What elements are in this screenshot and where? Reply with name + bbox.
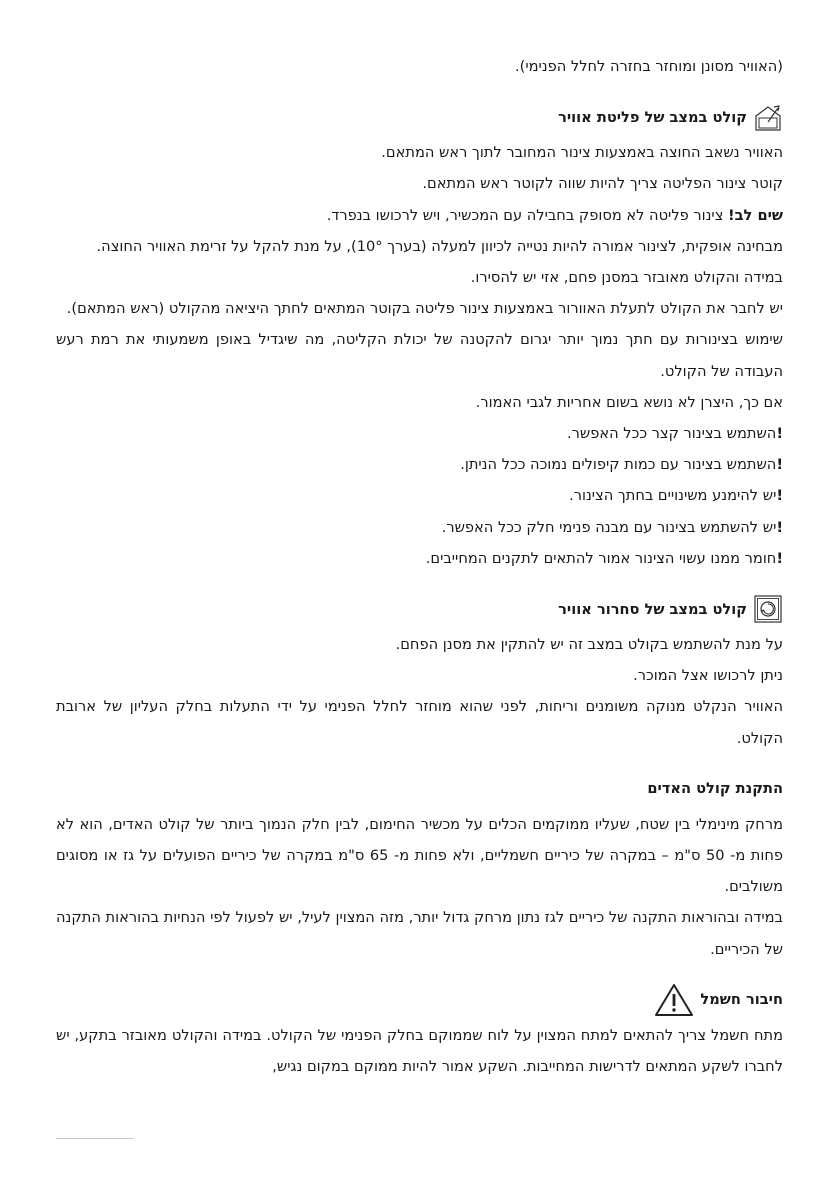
footer-rule [56, 1138, 134, 1139]
bullet-text: השתמש בצינור עם כמות קיפולים נמוכה ככל הניתן. [460, 456, 777, 474]
section-heading-electric [56, 980, 783, 1020]
section-title: חיבור חשמל [700, 991, 783, 1009]
bullet-text: יש להשתמש בצינור עם מבנה פנימי חלק ככל האפשר. [441, 518, 777, 536]
bullet-item [56, 418, 783, 449]
section-title: קולט במצב של פליטת אוויר [558, 108, 747, 126]
paragraph: מתח חשמל צריך להתאים למתח המצוין על לוח שממוקם בחלק הפנימי של הקולט. במידה והקולט מאובזר בתקע, יש לחברו לשקע המתאים לדרישות המחייבות. השקע אמור להיות ממוקם במקום נגיש, [56, 1026, 783, 1076]
paragraph: אם כך, היצרן לא נושא בשום אחריות לגבי האמור. [475, 393, 783, 411]
top-line: (האוויר מסונן ומוחזר בחזרה לחלל הפנימי). [515, 58, 783, 75]
bullet-text: חומר ממנו עשוי הצינור אמור להתאים לתקנים המחייבים. [425, 549, 777, 567]
bullet-text: יש להימנע משינויים בחתך הצינור. [569, 487, 777, 505]
section-heading-exhaust [56, 97, 783, 137]
recirculation-icon [753, 594, 783, 624]
bullet-item [56, 449, 783, 480]
exclamation-mark: ! [776, 487, 783, 505]
section-heading-installation [56, 769, 783, 809]
paragraph: מבחינה אופקית, לצינור אמורה להיות נטייה לכיוון למעלה (בערך 10°), על מנת להקל על זרימת האוויר החוצה. [96, 237, 783, 255]
section-title: התקנת קולט האדים [647, 780, 783, 798]
spacer [56, 754, 783, 769]
paragraph: קוטר צינור הפליטה צריך להיות שווה לקוטר ראש המתאם. [422, 175, 783, 193]
section-heading-recirculation [56, 589, 783, 629]
house-arrow-icon [753, 102, 783, 132]
notice-label: שים לב! [728, 206, 783, 224]
paragraph: ניתן לרכושו אצל המוכר. [633, 667, 783, 685]
paragraph: מרחק מינימלי בין שטח, שעליו ממוקמים הכלים על מכשיר החימום, לבין חלק הנמוך ביותר של קולט האדים, הוא לא פחות מ- 50 ס"מ – במקרה של כיריים חשמליים, ולא פחות מ- 65 ס"מ במקרה של כיריים הפועלים על גז או מסוגים משולבים. [56, 815, 784, 896]
paragraph: האוויר הנקלט מנוקה משומנים וריחות, לפני שהוא מוחזר לחלל הפנימי על ידי התעלות בחלק העליון של ארובת הקולט. [56, 698, 783, 747]
section-title: קולט במצב של סחרור אוויר [558, 600, 747, 618]
paragraph: במידה ובהוראות התקנה של כיריים לגז נתון מרחק גדול יותר, מזה המצוין לעיל, יש לפעול לפי הנחיות בהוראות התקנה של הכיריים. [56, 909, 783, 958]
exclamation-mark: ! [776, 456, 783, 474]
spacer [56, 82, 783, 97]
spacer [56, 965, 783, 980]
exclamation-mark: ! [776, 549, 783, 567]
warning-triangle-icon [654, 983, 694, 1017]
bullet-item [56, 512, 783, 543]
paragraph: האוויר נשאב החוצה באמצעות צינור המחובר לתוך ראש המתאם. [381, 144, 783, 162]
paragraph: במידה והקולט מאובזר במסנן פחם, אזי יש להסירו. [470, 269, 783, 287]
notice-paragraph [56, 200, 783, 231]
exclamation-mark: ! [776, 425, 783, 443]
notice-text: צינור פליטה לא מסופק בחבילה עם המכשיר, ויש לרכושו בנפרד. [326, 206, 728, 224]
paragraph: יש לחבר את הקולט לתעלת האוורור באמצעות צינור פליטה בקוטר המתאים לחתך היציאה מהקולט (ראש המתאם). [66, 300, 783, 318]
bullet-item [56, 543, 783, 574]
paragraph: על מנת להשתמש בקולט במצב זה יש להתקין את מסנן הפחם. [395, 636, 783, 654]
bullet-item [56, 480, 783, 511]
bullet-text: השתמש בצינור קצר ככל האפשר. [567, 425, 777, 443]
spacer [56, 574, 783, 589]
exclamation-mark: ! [776, 518, 783, 536]
paragraph: שימוש בצינורות עם חתך נמוך יותר יגרום להקטנה של יכולת הקליטה, מה שיגדיל באופן משמעותי את רמת רעש העבודה של הקולט. [56, 331, 783, 380]
